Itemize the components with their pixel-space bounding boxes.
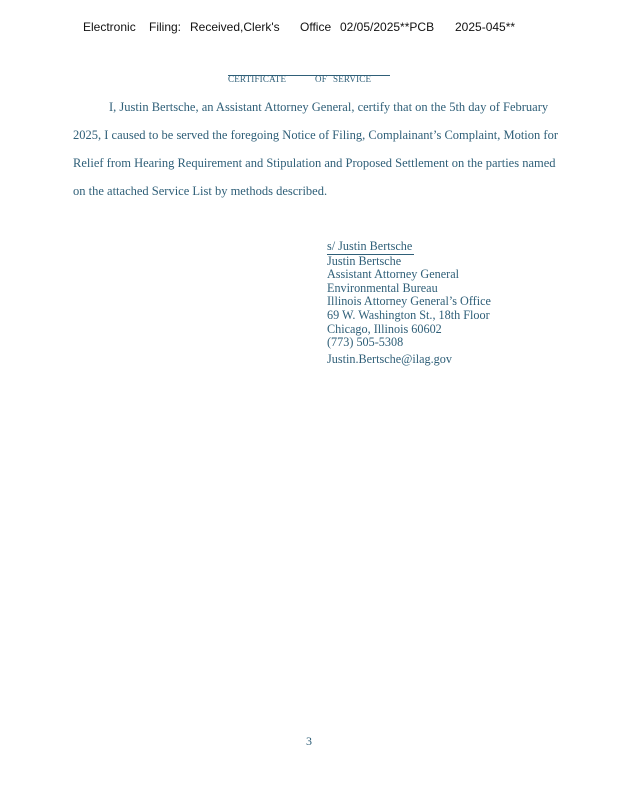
stamp-word-electronic: Electronic bbox=[83, 20, 136, 34]
stamp-word-filing: Filing: bbox=[149, 20, 182, 34]
certificate-title bbox=[228, 74, 390, 84]
signature-line: s/ Justin Bertsche bbox=[327, 239, 413, 253]
paragraph-line-3: Relief from Hearing Requirement and Stipulation and Proposed Settlement on the parties named bbox=[73, 156, 556, 170]
signer-phone: (773) 505-5308 bbox=[327, 335, 404, 350]
signer-title: Assistant Attorney General bbox=[327, 267, 460, 282]
signer-email: Justin.Bertsche@ilag.gov bbox=[327, 351, 452, 366]
office-city: Chicago, Illinois 60602 bbox=[327, 321, 442, 336]
signer-bureau: Environmental Bureau bbox=[327, 280, 438, 295]
electronic-filing-stamp bbox=[0, 20, 618, 36]
stamp-case-number: 2025-045** bbox=[455, 20, 516, 34]
office-street: 69 W. Washington St., 18th Floor bbox=[327, 307, 490, 322]
title-word-certificate: CERTIFICATE bbox=[228, 74, 287, 84]
title-word-service: SERVICE bbox=[333, 74, 372, 84]
stamp-word-office: Office bbox=[300, 20, 332, 34]
paragraph-line-2: 2025, I caused to be served the foregoing Notice of Filing, Complainant’s Complaint, Motion for bbox=[73, 128, 558, 142]
paragraph-line-1: I, Justin Bertsche, an Assistant Attorney General, certify that on the 5th day of February bbox=[109, 100, 549, 114]
paragraph-line-4: on the attached Service List by methods described. bbox=[73, 184, 328, 198]
signer-office: Illinois Attorney General’s Office bbox=[327, 294, 491, 309]
stamp-word-received: Received,Clerk's bbox=[190, 20, 280, 34]
page-number: 3 bbox=[306, 734, 312, 748]
stamp-date: 02/05/2025**PCB bbox=[340, 20, 435, 34]
signature-block bbox=[327, 240, 491, 366]
title-word-of: OF bbox=[315, 74, 327, 84]
signer-name: Justin Bertsche bbox=[327, 253, 402, 268]
